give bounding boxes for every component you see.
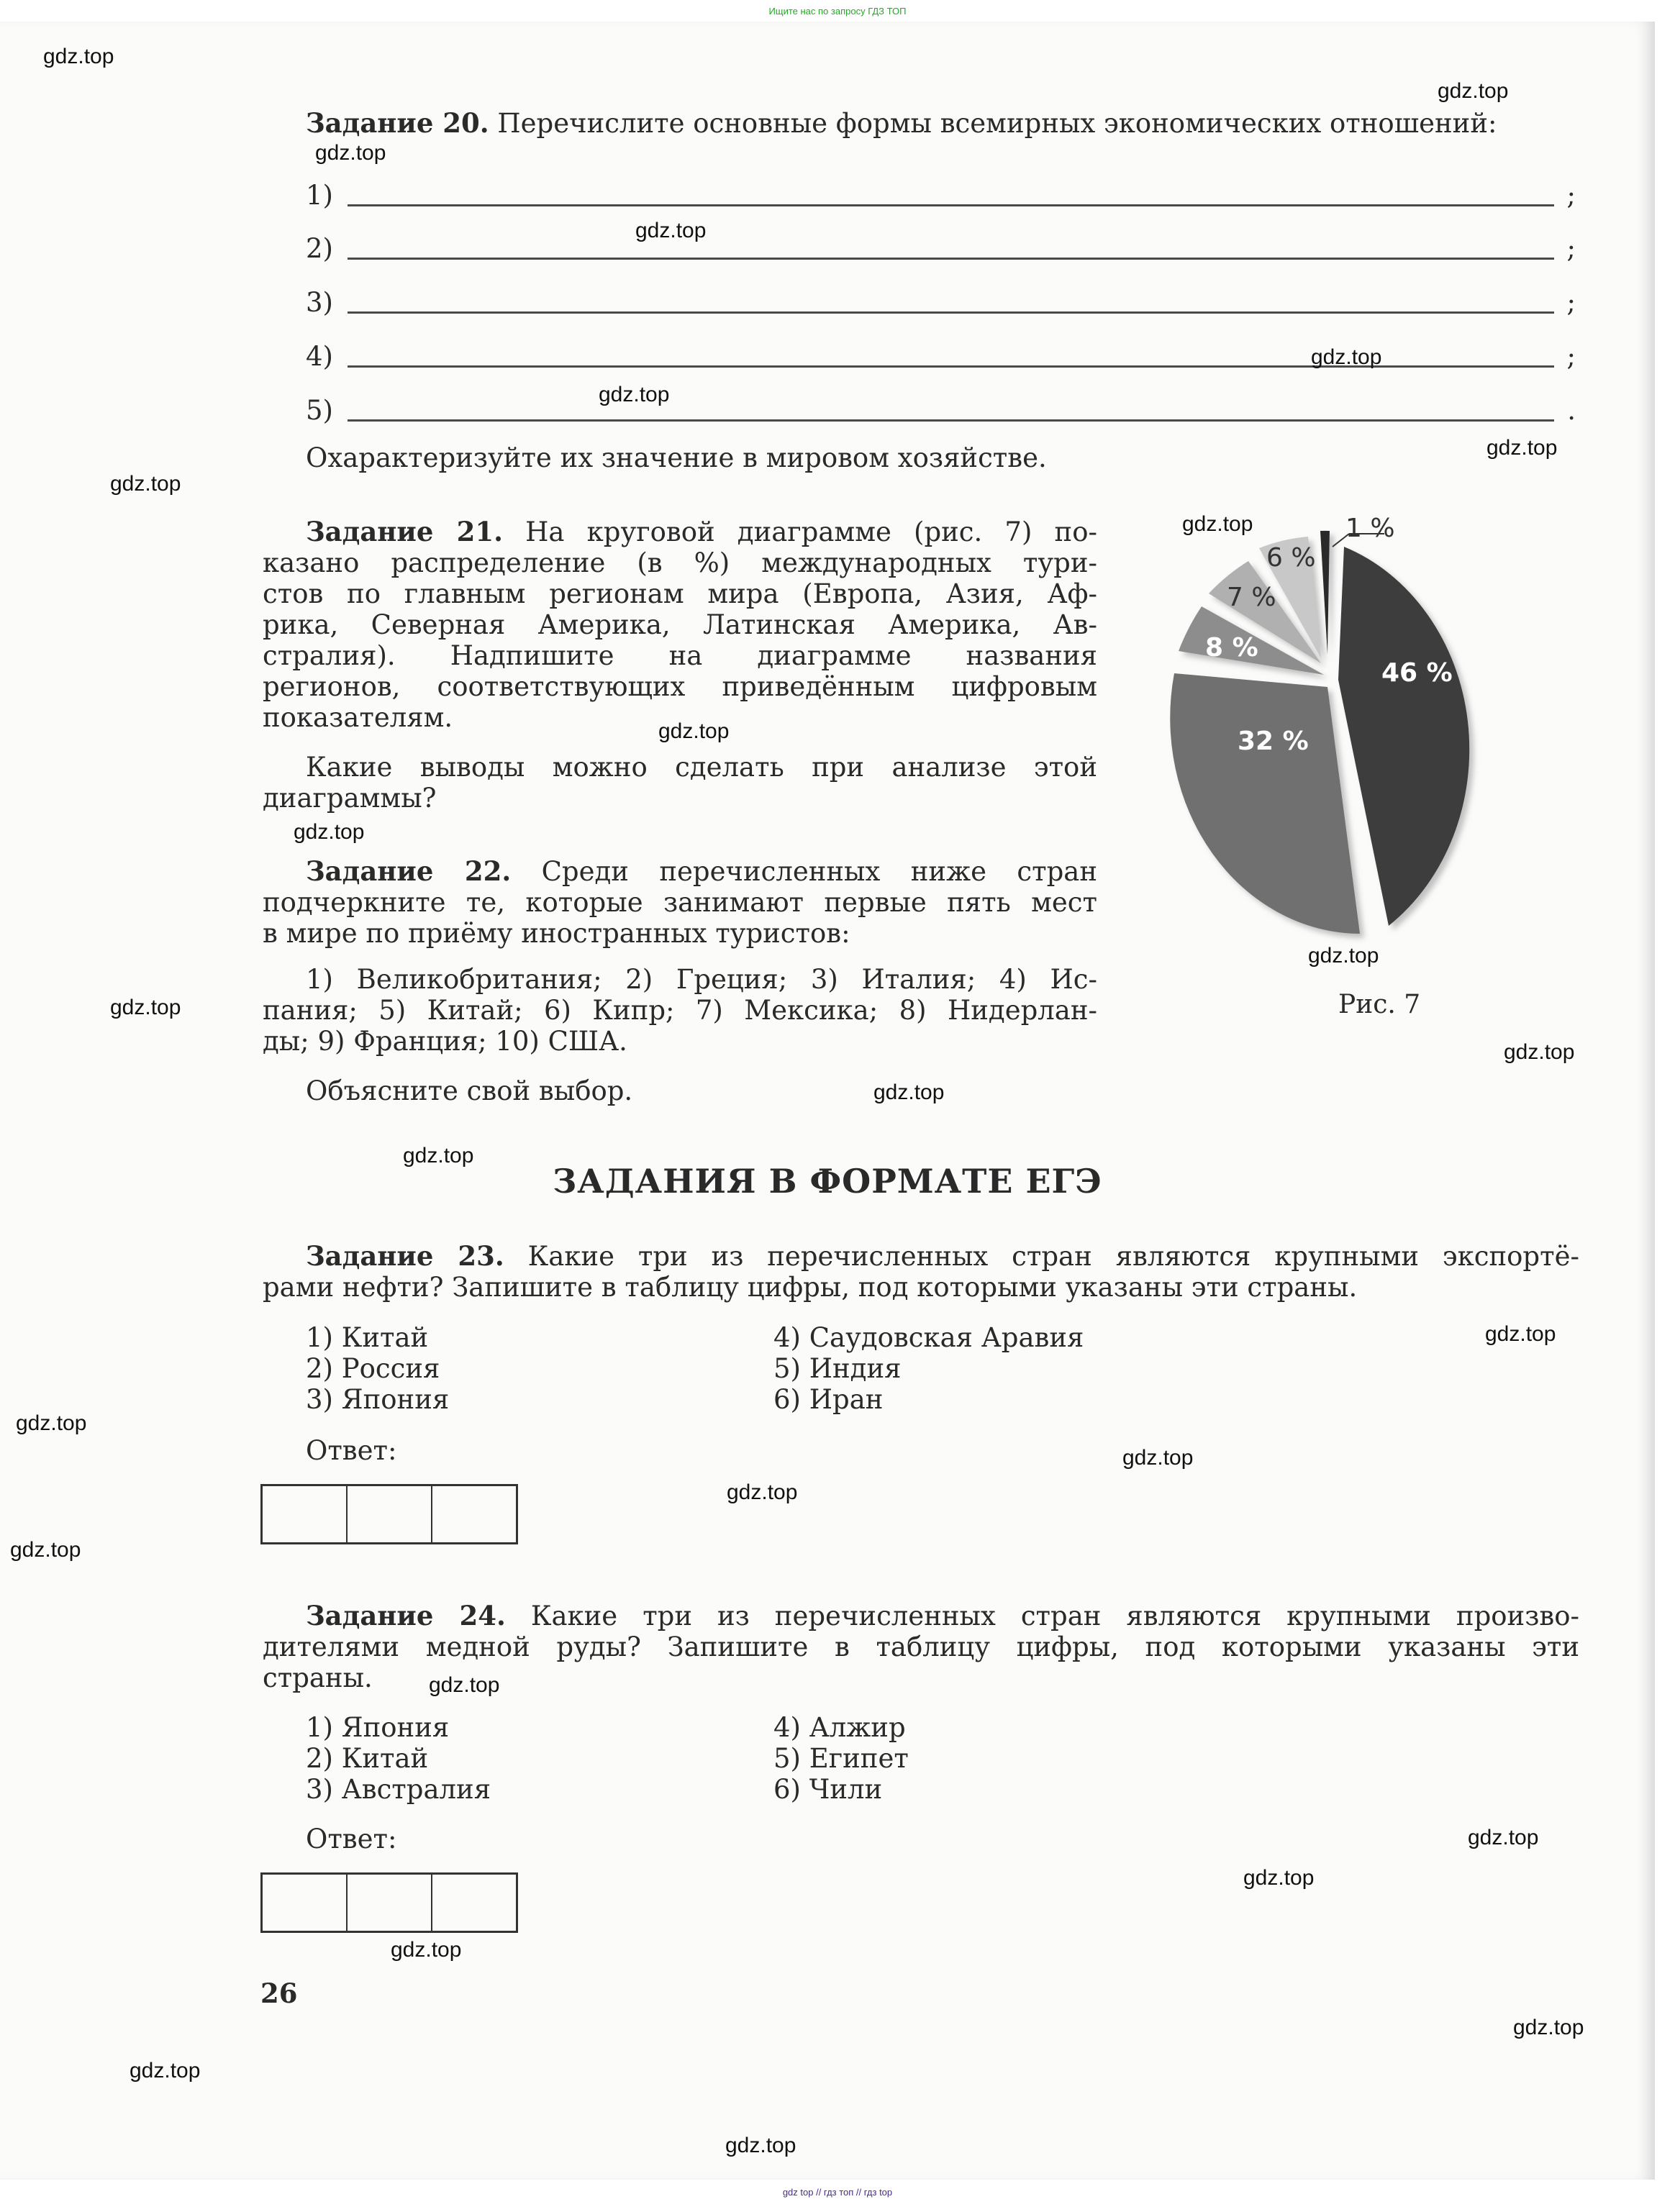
task22-followup: Объясните свой выбор. <box>306 1075 633 1106</box>
watermark: gdz.top <box>1504 1040 1575 1064</box>
task24-answer-grid[interactable] <box>260 1872 518 1933</box>
line-number: 5) <box>306 395 333 426</box>
watermark: gdz.top <box>1468 1826 1539 1849</box>
line-punct: ; <box>1566 180 1576 211</box>
line-number: 3) <box>306 287 333 318</box>
answer-cell-2[interactable] <box>348 1875 432 1931</box>
answer-cell-2[interactable] <box>348 1486 432 1542</box>
task23-options-right <box>773 1322 1084 1415</box>
text-line: Среди перечисленных ниже стран <box>541 856 1097 887</box>
text-line: 1) Великобритания; 2) Греция; 3) Италия; 4) Ис- <box>306 964 1097 995</box>
pie-label-1: 1 % <box>1345 514 1395 543</box>
text-line: казано распределение (в %) международных тури- <box>263 547 1097 578</box>
watermark: gdz.top <box>10 1538 81 1562</box>
text-line: дителями медной руды? Запишите в таблицу цифры, под которыми указаны эти <box>263 1631 1579 1662</box>
pie-label-6: 6 % <box>1266 543 1316 573</box>
watermark: gdz.top <box>16 1411 87 1435</box>
watermark: gdz.top <box>130 2059 201 2083</box>
pie-slice-1 <box>1320 531 1330 655</box>
watermark: gdz.top <box>1485 1322 1556 1346</box>
text-line: диаграммы? <box>263 783 437 814</box>
option: 4) Саудовская Аравия <box>773 1322 1084 1353</box>
answer-rule[interactable] <box>348 311 1554 314</box>
answer-cell-3[interactable] <box>432 1875 516 1931</box>
option: 3) Япония <box>306 1384 450 1415</box>
option: 4) Алжир <box>773 1712 906 1743</box>
text-line: На круговой диаграмме (рис. 7) по- <box>525 516 1097 547</box>
text-line: стралия). Надпишите на диаграмме названия <box>263 640 1097 671</box>
task23-answer-label: Ответ: <box>306 1435 397 1466</box>
option: 5) Египет <box>773 1743 909 1774</box>
pie-slice-46 <box>1338 547 1469 926</box>
watermark: gdz.top <box>429 1673 500 1697</box>
task20-answer-line-4[interactable] <box>306 341 1576 373</box>
text-line: ды; 9) Франция; 10) США. <box>263 1026 627 1057</box>
task20-answer-line-5[interactable] <box>306 395 1576 427</box>
watermark: gdz.top <box>599 383 670 406</box>
task20-followup: Охарактеризуйте их значение в мировом хозяйстве. <box>306 442 1047 473</box>
watermark: gdz.top <box>1438 79 1509 103</box>
line-punct: . <box>1567 395 1576 426</box>
task24-options-right <box>773 1712 909 1805</box>
watermark: gdz.top <box>1122 1446 1194 1470</box>
line-punct: ; <box>1566 287 1576 318</box>
pie-label-32: 32 % <box>1238 727 1309 756</box>
text-line: пания; 5) Китай; 6) Кипр; 7) Мексика; 8) Нидерлан- <box>263 995 1097 1026</box>
watermark: gdz.top <box>403 1144 474 1168</box>
text-line: показателям. <box>263 702 453 733</box>
text-line: Какие выводы можно сделать при анализе этой <box>306 752 1097 783</box>
task20-answer-line-3[interactable] <box>306 287 1576 319</box>
line-punct: ; <box>1566 233 1576 264</box>
watermark: gdz.top <box>110 472 181 496</box>
option: 2) Китай <box>306 1743 429 1774</box>
option: 1) Китай <box>306 1322 429 1353</box>
task21-label: Задание 21. <box>306 516 503 547</box>
option: 3) Австралия <box>306 1774 491 1805</box>
task20-answer-line-1[interactable] <box>306 180 1576 211</box>
line-number: 4) <box>306 341 333 372</box>
option: 2) Россия <box>306 1353 440 1384</box>
task23-answer-grid[interactable] <box>260 1484 518 1544</box>
pie-chart-svg <box>1151 504 1619 950</box>
task24-label: Задание 24. <box>306 1600 506 1631</box>
task21-prompt <box>263 516 1097 733</box>
option: 1) Япония <box>306 1712 450 1743</box>
watermark: gdz.top <box>873 1080 945 1104</box>
text-line: Какие три из перечисленных стран являются крупными экспортё- <box>527 1241 1579 1272</box>
top-banner: Ищите нас по запросу ГДЗ ТОП <box>768 6 907 17</box>
line-number: 1) <box>306 180 333 211</box>
text-line: регионов, соответствующих приведённым цифровым <box>263 671 1097 702</box>
text-line: подчеркните те, которые занимают первые пять мест <box>263 887 1097 918</box>
watermark: gdz.top <box>727 1480 798 1504</box>
text-line: страны. <box>263 1662 373 1693</box>
text-line: стов по главным регионам мира (Европа, Азия, Аф- <box>263 578 1097 609</box>
watermark: gdz.top <box>294 820 365 844</box>
section-heading: ЗАДАНИЯ В ФОРМАТЕ ЕГЭ <box>553 1162 1102 1201</box>
watermark: gdz.top <box>1513 2016 1584 2039</box>
task20-label: Задание 20. <box>306 107 489 139</box>
answer-cell-1[interactable] <box>263 1875 348 1931</box>
pie-label-8: 8 % <box>1205 633 1258 663</box>
watermark: gdz.top <box>1308 944 1379 968</box>
line-punct: ; <box>1566 341 1576 372</box>
text-line: рами нефти? Запишите в таблицу цифры, под которыми указаны эти страны. <box>263 1272 1358 1303</box>
task24-options-left <box>306 1712 491 1805</box>
pie-label-7: 7 % <box>1227 583 1276 612</box>
watermark: gdz.top <box>315 141 386 165</box>
watermark: gdz.top <box>391 1938 462 1962</box>
answer-cell-3[interactable] <box>432 1486 516 1542</box>
line-number: 2) <box>306 233 333 264</box>
task23-label: Задание 23. <box>306 1240 504 1272</box>
watermark: gdz.top <box>1182 512 1253 536</box>
option: 6) Иран <box>773 1384 884 1415</box>
watermark: gdz.top <box>725 2134 796 2157</box>
task22-options <box>263 964 1097 1057</box>
task21-question <box>263 752 1097 814</box>
pie-slice-32 <box>1170 673 1360 934</box>
text-line: рика, Северная Америка, Латинская Америка, Ав- <box>263 609 1097 640</box>
pie-label-46: 46 % <box>1381 658 1453 688</box>
task20-text: Перечислите основные формы всемирных экономических отношений: <box>497 108 1497 139</box>
pie-chart-fig7 <box>1151 504 1619 950</box>
answer-rule[interactable] <box>348 258 1554 260</box>
task24-answer-label: Ответ: <box>306 1824 397 1854</box>
figure-caption: Рис. 7 <box>1338 990 1421 1019</box>
answer-rule[interactable] <box>348 419 1554 422</box>
task20-answer-line-2[interactable] <box>306 233 1576 265</box>
text-line: в мире по приёму иностранных туристов: <box>263 918 850 949</box>
task22-prompt <box>263 856 1097 949</box>
text-line: Какие три из перечисленных стран являются крупными произво- <box>530 1601 1579 1631</box>
bottom-bar: gdz top // гдз топ // гдз top <box>782 2187 893 2198</box>
option: 6) Чили <box>773 1774 883 1805</box>
watermark: gdz.top <box>635 219 707 242</box>
answer-rule[interactable] <box>348 204 1554 206</box>
watermark: gdz.top <box>658 719 730 743</box>
option: 5) Индия <box>773 1353 902 1384</box>
task22-label: Задание 22. <box>306 855 512 887</box>
watermark: gdz.top <box>1243 1866 1315 1890</box>
answer-cell-1[interactable] <box>263 1486 348 1542</box>
task23-prompt <box>263 1241 1579 1303</box>
task23-options-left <box>306 1322 449 1415</box>
watermark: gdz.top <box>1311 345 1382 369</box>
watermark: gdz.top <box>110 996 181 1019</box>
task20-prompt <box>306 108 1576 139</box>
watermark: gdz.top <box>1486 436 1558 460</box>
watermark: gdz.top <box>43 45 114 68</box>
page-number: 26 <box>260 1977 298 2009</box>
